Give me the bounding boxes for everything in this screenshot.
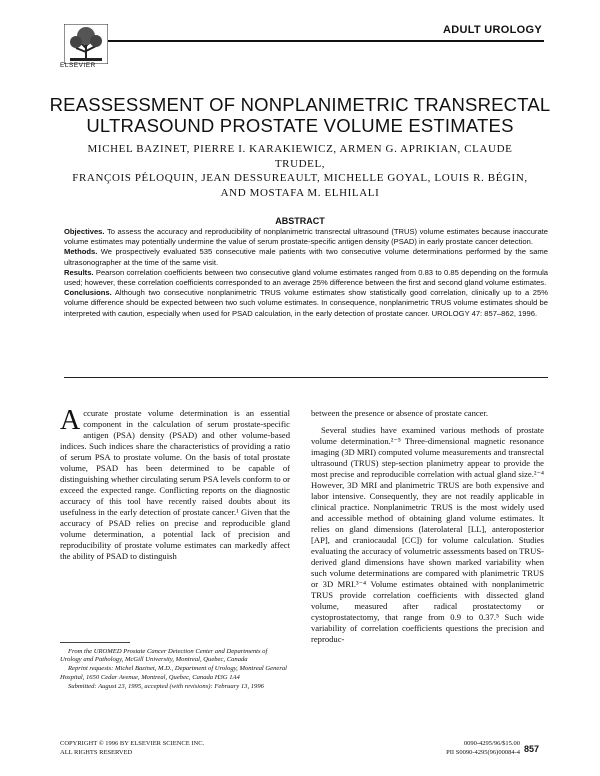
header-rule	[108, 40, 544, 42]
footnote-rule	[60, 642, 130, 643]
page-number: 857	[524, 744, 540, 754]
publisher-name: ELSEVIER	[60, 62, 96, 69]
body-paragraph: Accurate prostate volume determination is an essential component in the calculation of serum prostate-specific antigen (PSA) density (PSAD) and other volume-based indices. Such indices share the characteristics of providing a ratio of serum PSA to prostate volume. On the basis of total prostate volume, PSAD has been determined to be capable of distinguishing whether circulating serum PSA levels conform to or exceed the expected range. Conflicting reports on the diagnostic accuracy of this tool have recently raised doubts about its usefulness in the early detection of prostate cancer.¹ Given that the accuracy of PSAD relies on precise and reproducible gland volume determination, a potential lack of precision and reproducibility of prostate volume estimates can markedly affect the ability of PSAD to distinguish	[60, 405, 290, 561]
footnote: From the UROMED Prostate Cancer Detection Center and Departments of Urology and Pathology, McGill University, Montreal, Quebec, Canada	[60, 648, 268, 664]
abstract-heading: ABSTRACT	[275, 216, 325, 226]
abstract-label: Conclusions.	[64, 288, 112, 298]
body-column-left	[60, 405, 290, 562]
body-paragraph: between the presence or absence of prostate cancer.	[311, 408, 489, 418]
author-line: FRANÇOIS PÉLOQUIN, JEAN DESSUREAULT, MICHELLE GOYAL, LOUIS R. BÉGIN,	[72, 172, 528, 184]
article-identifiers: 0090-4295/96/$15.00 PII S0090-4295(96)00084-4	[446, 740, 520, 756]
elsevier-tree-logo-icon	[64, 24, 108, 64]
body-paragraph: Several studies have examined various methods of prostate volume determination.²⁻⁵ Three-dimensional magnetic resonance imaging (3D MRI) computed volume measurements and transrectal ultrasound (TRUS) step-section planimetry appear to provide the most precise and reproducible correlation with actual gland size.²⁻⁴ However, 3D MRI and planimetric TRUS are both expensive and labor intensive. Consequently, they are not readily applicable in clinical practice. Nonplanimetric TRUS is the most widely used and accessible method of obtaining gland volume estimates. It relies on gland dimensions (laterolateral [LL], anteroposterior [AP], and craniocaudal [CC]) for volume calculation. Studies evaluating the accuracy of volumetric assessments based on TRUS-derived gland dimensions have shown marked variability when such volume determinations are compared with planimetric TRUS or 3D MRI.³⁻⁴ Volume estimates obtained with nonplanimetric TRUS provide correlation coefficients with dissected gland volume, measured after radical prostatectomy or cystoprostatectomy, that range from 0.9 to 0.37.⁵ Such wide variability of correlation coefficients questions the precision and reproduc-	[311, 425, 544, 644]
abstract-conclusions: Conclusions. Although two consecutive nonplanimetric TRUS volume estimates show statistically good correlation, clinically up to a 25% volume difference should be expected between two such volume estimates. In consequence, nonplanimetric TRUS volume estimates should be interpreted with caution, especially when used for PSAD calculation, in the early detection of prostate cancer. UROLOGY 47: 857–862, 1996.	[64, 288, 548, 318]
footnote: Submitted: August 23, 1995, accepted (with revisions): February 13, 1996	[68, 682, 264, 690]
footnotes	[60, 648, 290, 692]
abstract-divider	[64, 377, 548, 378]
journal-section: ADULT UROLOGY	[442, 24, 542, 36]
title-line: REASSESSMENT OF NONPLANIMETRIC TRANSRECTAL	[49, 94, 551, 115]
author-line: AND MOSTAFA M. ELHILALI	[220, 186, 380, 199]
drop-cap: A	[60, 405, 81, 436]
abstract-body	[64, 227, 548, 319]
author-list	[70, 142, 530, 200]
abstract-label: Objectives.	[64, 227, 105, 236]
abstract-results: Results. Pearson correlation coefficients between two consecutive gland volume estimates ranged from 0.83 to 0.85 depending on the formula used; however, these correlation coefficients corresponded to an average 25% difference between the first and second gland volume estimates.	[64, 267, 548, 288]
footnote: Reprint requests: Michel Bazinet, M.D., Department of Urology, Montreal General Hospital, 1650 Cedar Avenue, Montreal, Quebec, Canada H3G 1A4	[60, 665, 288, 681]
title-line: ULTRASOUND PROSTATE VOLUME ESTIMATES	[86, 115, 514, 136]
copyright-notice: COPYRIGHT © 1996 BY ELSEVIER SCIENCE INC. ALL RIGHTS RESERVED	[60, 740, 205, 756]
abstract-methods: Methods. We prospectively evaluated 535 consecutive male patients with two consecutive volume determinations performed by the same ultrasonographer at the time of the same visit.	[64, 247, 548, 267]
abstract-label: Results.	[64, 267, 94, 277]
abstract-label: Methods.	[64, 247, 98, 257]
author-line: MICHEL BAZINET, PIERRE I. KARAKIEWICZ, ARMEN G. APRIKIAN, CLAUDE TRUDEL,	[87, 143, 513, 170]
abstract-objectives: Objectives. To assess the accuracy and reproducibility of nonplanimetric transrectal ultrasound (TRUS) volume estimates because inaccurate volume estimates may potentially undermine the value of serum prostate-specific antigen density (PSAD) in early prostate cancer detection.	[64, 227, 549, 247]
body-column-right	[311, 408, 544, 645]
article-title	[0, 94, 600, 136]
